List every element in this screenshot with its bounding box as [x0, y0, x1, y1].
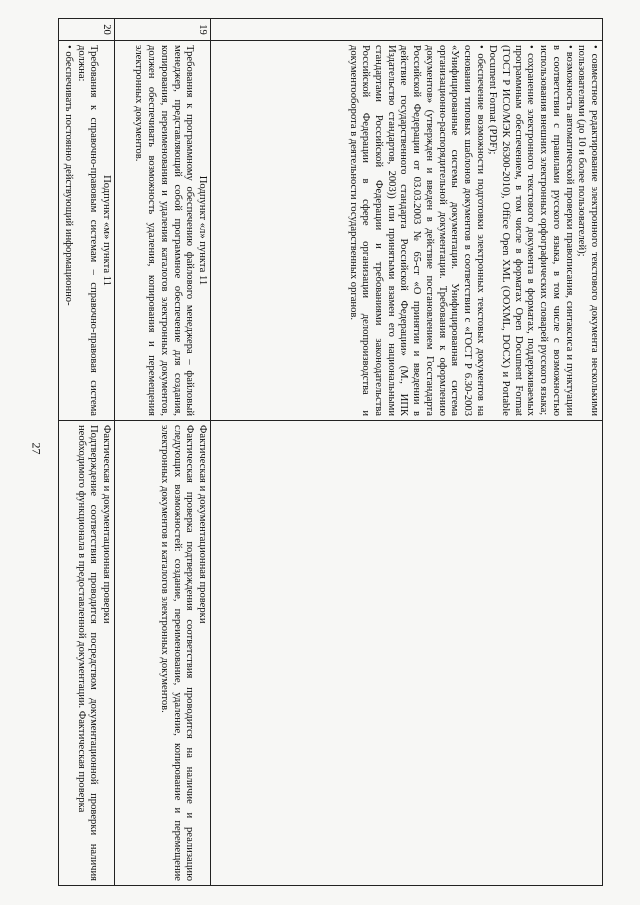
check-cell [59, 421, 115, 886]
requirement-item: • обеспечивать постоянно действующий информационно- [62, 45, 74, 306]
requirement-item: • обеспечение возможности подготовки электронных текстовых документов на основании типовых шаблонов документов в соответствии с «ГОСТ Р 6.30-2003 «Унифицированные системы документации. Унифицированная система организационно-распорядительной документации. Требования к оформлению документов» (утвержден и введен в действие постановлением Госстандарта Российской Федерации от 03.03.2003 № 65-ст «О принятии и введении в действие государственного стандарта Российской Федерации» (М., ИПК Издательство стандартов, 2003)) или принятыми взамен его национальными стандартами Российской Федерации и требованиями законодательства Российской Федерации в сфере организации делопроизводства и документооборота в деятельности государственных органов. [347, 45, 486, 416]
table-row [59, 19, 115, 886]
requirement-item: • сохранение электронного текстового документа в форматах, поддерживаемых программным обеспечением, в том числе в форматах Open Document Format (ГОСТ Р ИСО/МЭК 26300-2010), Office Open XML (OOXML, DOCX) и Portable Document Format (PDF); [487, 45, 537, 416]
requirements-table [58, 18, 603, 886]
requirements-cell [211, 41, 603, 421]
check-cell [211, 421, 603, 886]
row-number: 19 [115, 19, 211, 41]
check-cell [115, 421, 211, 886]
requirement-item: Требования к справочно-правовым системам – справочно-правовая система должна: [75, 45, 100, 416]
requirements-cell [59, 41, 115, 421]
sub-title: Подпункт «м» пункта 11 [101, 175, 112, 286]
check-text: Подтверждение соответствия проводится посредством документационной проверки наличия необходимого функционала в предоставленной документации. Фактическая проверка [75, 425, 100, 881]
row-number: 20 [59, 19, 115, 41]
table-row [211, 19, 603, 886]
check-text: Фактическая проверка подтверждения соответствия проводится на наличие и реализацию следующих возможностей: создание, переименование, удаление, копирование и перемещение электронных документов и каталогов электронных документов. [158, 425, 196, 881]
sub-title: Подпункт «л» пункта 11 [197, 175, 208, 286]
table-row [115, 19, 211, 886]
row-number [211, 19, 603, 41]
requirement-item: • возможность автоматической проверки правописания, синтаксиса и пунктуации в соответствии с правилами русского языка, в том числе с возможностью использования внешних электронных орфографических словарей русского языка; [538, 45, 575, 416]
requirements-cell [115, 41, 211, 421]
page-number: 27 [29, 442, 44, 455]
rotated-content [58, 18, 603, 886]
check-title: Фактическая и документационная проверки [101, 425, 112, 624]
rotated-table-wrapper [58, 18, 603, 886]
check-title: Фактическая и документационная проверки [197, 425, 208, 624]
requirement-item: • совместное редактирование электронного текстового документа несколькими пользователями (до 10 и более пользователей); [576, 45, 600, 416]
requirement-item: Требования к программному обеспечению файлового менеджера – файловый менеджер, представляющий собой программное обеспечение для создания, копирования, переименования и удаления каталогов электронных документов, должен обеспечивать возможность удаления, копирования и перемещения электронных документов. [133, 45, 196, 416]
